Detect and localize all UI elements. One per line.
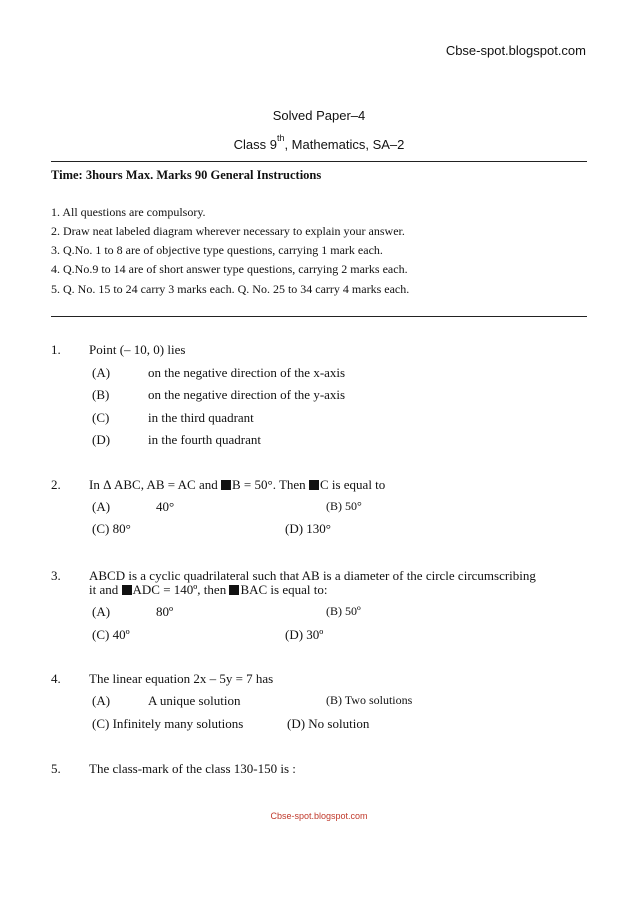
subtitle-sup: th <box>276 133 285 143</box>
subtitle-subject: , Mathematics, SA–2 <box>284 137 405 152</box>
q3-opt-a-text: 80º <box>156 604 174 619</box>
q5-text: The class-mark of the class 130-150 is : <box>89 761 296 776</box>
q4-opt-c: (C) Infinitely many solutions <box>92 716 244 731</box>
q3-line2 <box>89 582 327 598</box>
q1-text: Point (– 10, 0) lies <box>89 342 186 357</box>
instructions-divider <box>51 316 587 317</box>
q1-opt-a-text: on the negative direction of the x-axis <box>148 365 346 380</box>
q2-opt-a-label: (A) <box>92 499 111 514</box>
angle-symbol-icon <box>122 585 132 595</box>
q1-opt-a-label: (A) <box>92 365 111 380</box>
q3-line2-b: ADC = 140º, then <box>132 582 230 597</box>
paper-title: Solved Paper–4 <box>272 108 366 123</box>
q2-opt-a-text: 40° <box>156 499 175 514</box>
q3-line2-c: BAC is equal to: <box>240 582 328 597</box>
time-marks-line: Time: 3hours Max. Marks 90 General Instructions <box>51 168 322 182</box>
angle-symbol-icon <box>309 480 319 490</box>
q3-opt-b: (B) 50º <box>326 604 361 618</box>
q2-opt-b: (B) 50° <box>326 499 362 513</box>
q3-opt-c: (C) 40º <box>92 627 130 642</box>
q2-opt-d: (D) 130° <box>285 521 331 536</box>
q2-number: 2. <box>51 477 61 492</box>
footer-site-name: Cbse-spot.blogspot.com <box>270 811 368 821</box>
q1-opt-d-text: in the fourth quadrant <box>148 432 261 447</box>
q3-opt-d: (D) 30º <box>285 627 324 642</box>
q1-opt-c-label: (C) <box>92 410 110 425</box>
q1-opt-c-text: in the third quadrant <box>148 410 254 425</box>
q1-opt-b-label: (B) <box>92 387 110 402</box>
q3-line1: ABCD is a cyclic quadrilateral such that AB is a diameter of the circle circumscribing <box>89 568 536 583</box>
q4-opt-b: (B) Two solutions <box>326 693 413 707</box>
q1-number: 1. <box>51 342 61 357</box>
instruction-2: 2. Draw neat labeled diagram wherever necessary to explain your answer. <box>51 224 405 238</box>
subtitle-class: Class 9 <box>233 137 277 152</box>
q2-text <box>89 477 385 493</box>
paper-subtitle <box>0 133 638 152</box>
angle-symbol-icon <box>221 480 231 490</box>
q2-text-c: C is equal to <box>319 477 386 492</box>
angle-symbol-icon <box>229 585 239 595</box>
q1-opt-d-label: (D) <box>92 432 111 447</box>
q4-opt-a-label: (A) <box>92 693 111 708</box>
q2-text-a: In Δ ABC, AB = AC and <box>89 477 221 492</box>
q2-text-b: B = 50°. Then <box>232 477 309 492</box>
top-divider <box>51 161 587 162</box>
q4-number: 4. <box>51 671 61 686</box>
q4-opt-a-text: A unique solution <box>148 693 241 708</box>
q3-opt-a-label: (A) <box>92 604 111 619</box>
q3-line2-a: it and <box>89 582 122 597</box>
instruction-1: 1. All questions are compulsory. <box>51 205 206 219</box>
q3-number: 3. <box>51 568 61 583</box>
instruction-4: 4. Q.No.9 to 14 are of short answer type questions, carrying 2 marks each. <box>51 262 408 276</box>
instruction-3: 3. Q.No. 1 to 8 are of objective type questions, carrying 1 mark each. <box>51 243 383 257</box>
q4-opt-d: (D) No solution <box>287 716 370 731</box>
header-site-name: Cbse-spot.blogspot.com <box>445 43 586 58</box>
instruction-5: 5. Q. No. 15 to 24 carry 3 marks each. Q. No. 25 to 34 carry 4 marks each. <box>51 282 410 296</box>
q5-number: 5. <box>51 761 61 776</box>
q2-opt-c: (C) 80° <box>92 521 131 536</box>
q4-text: The linear equation 2x – 5y = 7 has <box>89 671 274 686</box>
q1-opt-b-text: on the negative direction of the y-axis <box>148 387 346 402</box>
